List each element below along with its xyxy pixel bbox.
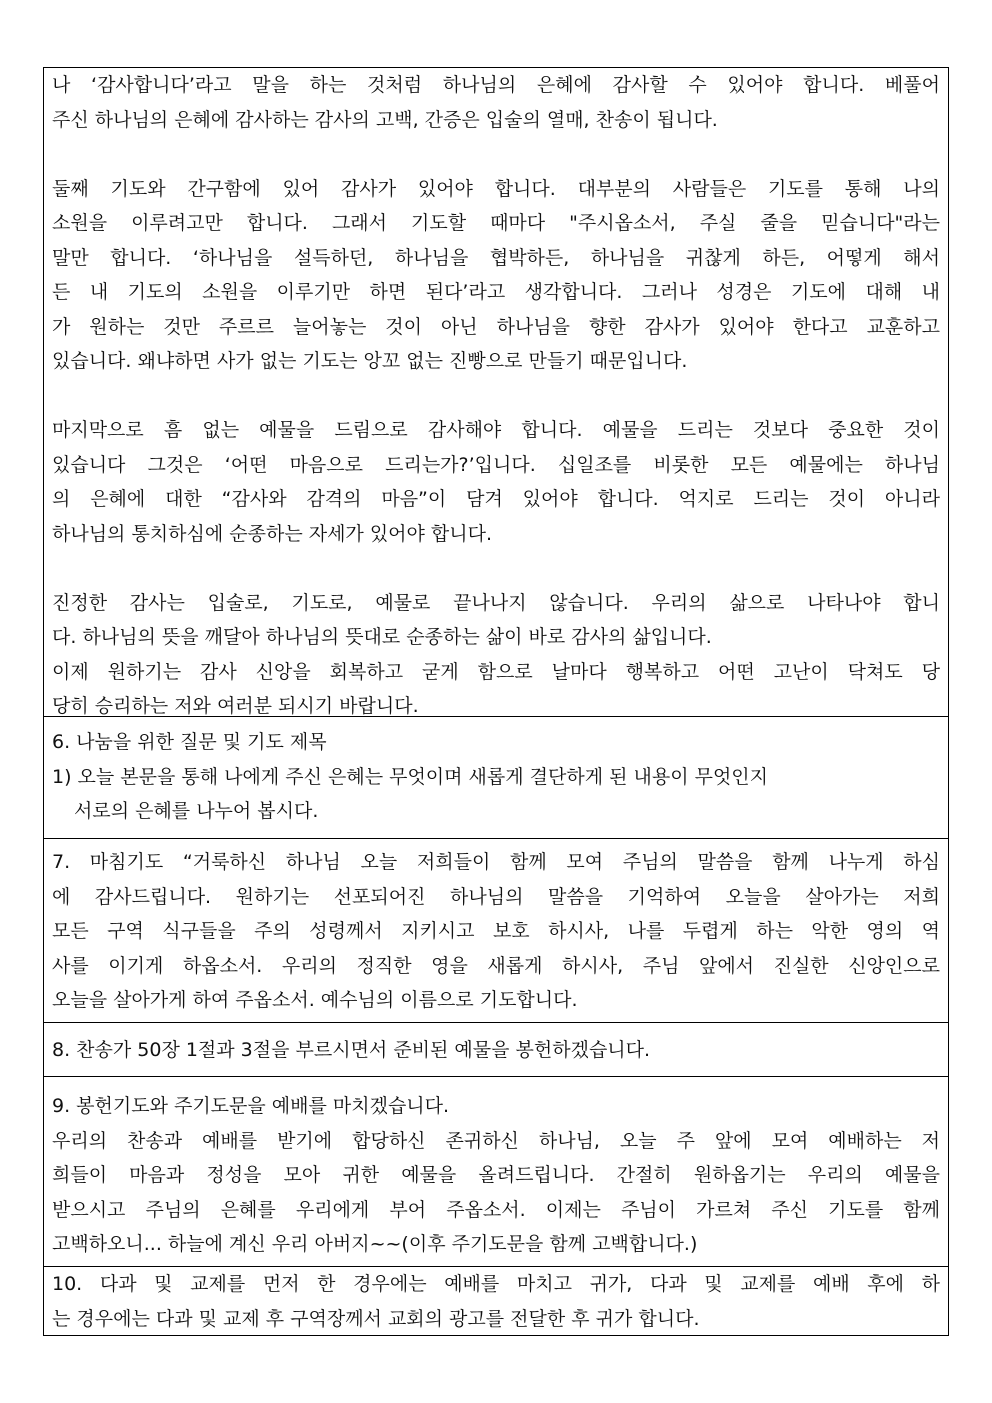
blank-line [52,137,940,172]
paragraph-line: 7. 마침기도 “거룩하신 하나님 오늘 저희들이 함께 모여 주님의 말씀을 함께 나누게 하심 [52,851,940,873]
paragraph-line: 는 경우에는 다과 및 교제 후 구역장께서 교회의 광고를 전달한 후 귀가 합니다. [52,1307,700,1330]
offering-prayer-section [44,1077,948,1267]
blank-line [52,551,940,586]
paragraph-line: 당히 승리하는 저와 여러분 되시기 바랍니다. [52,695,419,717]
paragraph-line: 마지막으로 흠 없는 예물을 드림으로 감사해야 합니다. 예물을 드리는 것보다 중요한 것이 [52,419,940,441]
section-heading: 6. 나눔을 위한 질문 및 기도 제목 [52,731,327,753]
paragraph-line: 에 감사드립니다. 원하기는 선포되어진 하나님의 말씀을 기억하여 오늘을 살아가는 저희 [52,885,940,908]
paragraph-line: 있습니다. 왜냐하면 사가 없는 기도는 앙꼬 없는 진빵으로 만들기 때문입니다. [52,350,688,372]
paragraph-line: 다. 하나님의 뜻을 깨달아 하나님의 뜻대로 순종하는 삶이 바로 감사의 삶입니다. [52,626,712,648]
paragraph-line: 주신 하나님의 은혜에 감사하는 감사의 고백, 간증은 입술의 열매, 찬송이 됩니다. [52,108,718,131]
paragraph-line: 가 원하는 것만 주르르 늘어놓는 것이 아닌 하나님을 향한 감사가 있어야 한다고 교훈하고 [52,315,940,338]
paragraph-line: 나 ‘감사합니다’라고 말을 하는 것처럼 하나님의 은혜에 감사할 수 있어야 합니다. 베풀어 [52,74,940,96]
hymn-offering-section [44,1023,948,1077]
question-item-continuation: 서로의 은혜를 나누어 봅시다. [74,800,319,822]
paragraph-line: 있습니다 그것은 ‘어떤 마음으로 드리는가?’입니다. 십일조를 비롯한 모든 예물에는 하나님 [52,453,940,476]
paragraph-line: 이제 원하기는 감사 신앙을 회복하고 굳게 함으로 날마다 행복하고 어떤 고난이 닥쳐도 당 [52,660,940,683]
document-table [43,67,949,1336]
question-item: 1) 오늘 본문을 통해 나에게 주신 은혜는 무엇이며 새롭게 결단하게 된 내용이 무엇인지 [52,765,769,788]
discussion-questions-section [44,717,948,839]
fellowship-section [44,1267,948,1335]
paragraph-line: 오늘을 살아가게 하여 주옵소서. 예수님의 이름으로 기도합니다. [52,989,578,1011]
paragraph-line: 모든 구역 식구들을 주의 성령께서 지키시고 보호 하시사, 나를 두렵게 하는 악한 영의 역 [52,920,940,942]
paragraph-line: 소원을 이루려고만 합니다. 그래서 기도할 때마다 "주시옵소서, 주실 줄을 믿습니다"라는 [52,212,940,234]
paragraph-line: 진정한 감사는 입술로, 기도로, 예물로 끝나나지 않습니다. 우리의 삶으로 나타나야 합니 [52,591,940,614]
sermon-body-section [44,68,948,717]
paragraph-line: 8. 찬송가 50장 1절과 3절을 부르시면서 준비된 예물을 봉헌하겠습니다. [52,1039,651,1061]
paragraph-line: 하나님의 통치하심에 순종하는 자세가 있어야 합니다. [52,522,493,545]
paragraph-line: 사를 이기게 하옵소서. 우리의 정직한 영을 새롭게 하시사, 주님 앞에서 진실한 신앙인으로 [52,954,940,977]
paragraph-line: 고백하오니... 하늘에 계신 우리 아버지~~(이후 주기도문을 함께 고백합니다.) [52,1233,698,1255]
section-heading: 9. 봉헌기도와 주기도문을 예배를 마치겠습니다. [52,1095,450,1117]
blank-line [52,379,940,414]
paragraph-line: 10. 다과 및 교제를 먼저 한 경우에는 예배를 마치고 귀가, 다과 및 교제를 예배 후에 하 [52,1273,940,1295]
paragraph-line: 든 내 기도의 소원을 이루기만 하면 된다’라고 생각합니다. 그러나 성경은 기도에 대해 내 [52,281,940,303]
paragraph-line: 말만 합니다. ‘하나님을 설득하던, 하나님을 협박하든, 하나님을 귀찮게 하든, 어떻게 해서 [52,246,940,269]
paragraph-line: 받으시고 주님의 은혜를 우리에게 부어 주옵소서. 이제는 주님이 가르쳐 주신 기도를 함께 [52,1198,940,1221]
paragraph-line: 의 은혜에 대한 “감사와 감격의 마음”이 담겨 있어야 합니다. 억지로 드리는 것이 아니라 [52,488,940,510]
paragraph-line: 우리의 찬송과 예배를 받기에 합당하신 존귀하신 하나님, 오늘 주 앞에 모여 예배하는 저 [52,1129,940,1152]
paragraph-line: 희들이 마음과 정성을 모아 귀한 예물을 올려드립니다. 간절히 원하옵기는 우리의 예물을 [52,1164,940,1186]
paragraph-line: 둘째 기도와 간구함에 있어 감사가 있어야 합니다. 대부분의 사람들은 기도를 통해 나의 [52,177,940,200]
closing-prayer-section [44,839,948,1023]
